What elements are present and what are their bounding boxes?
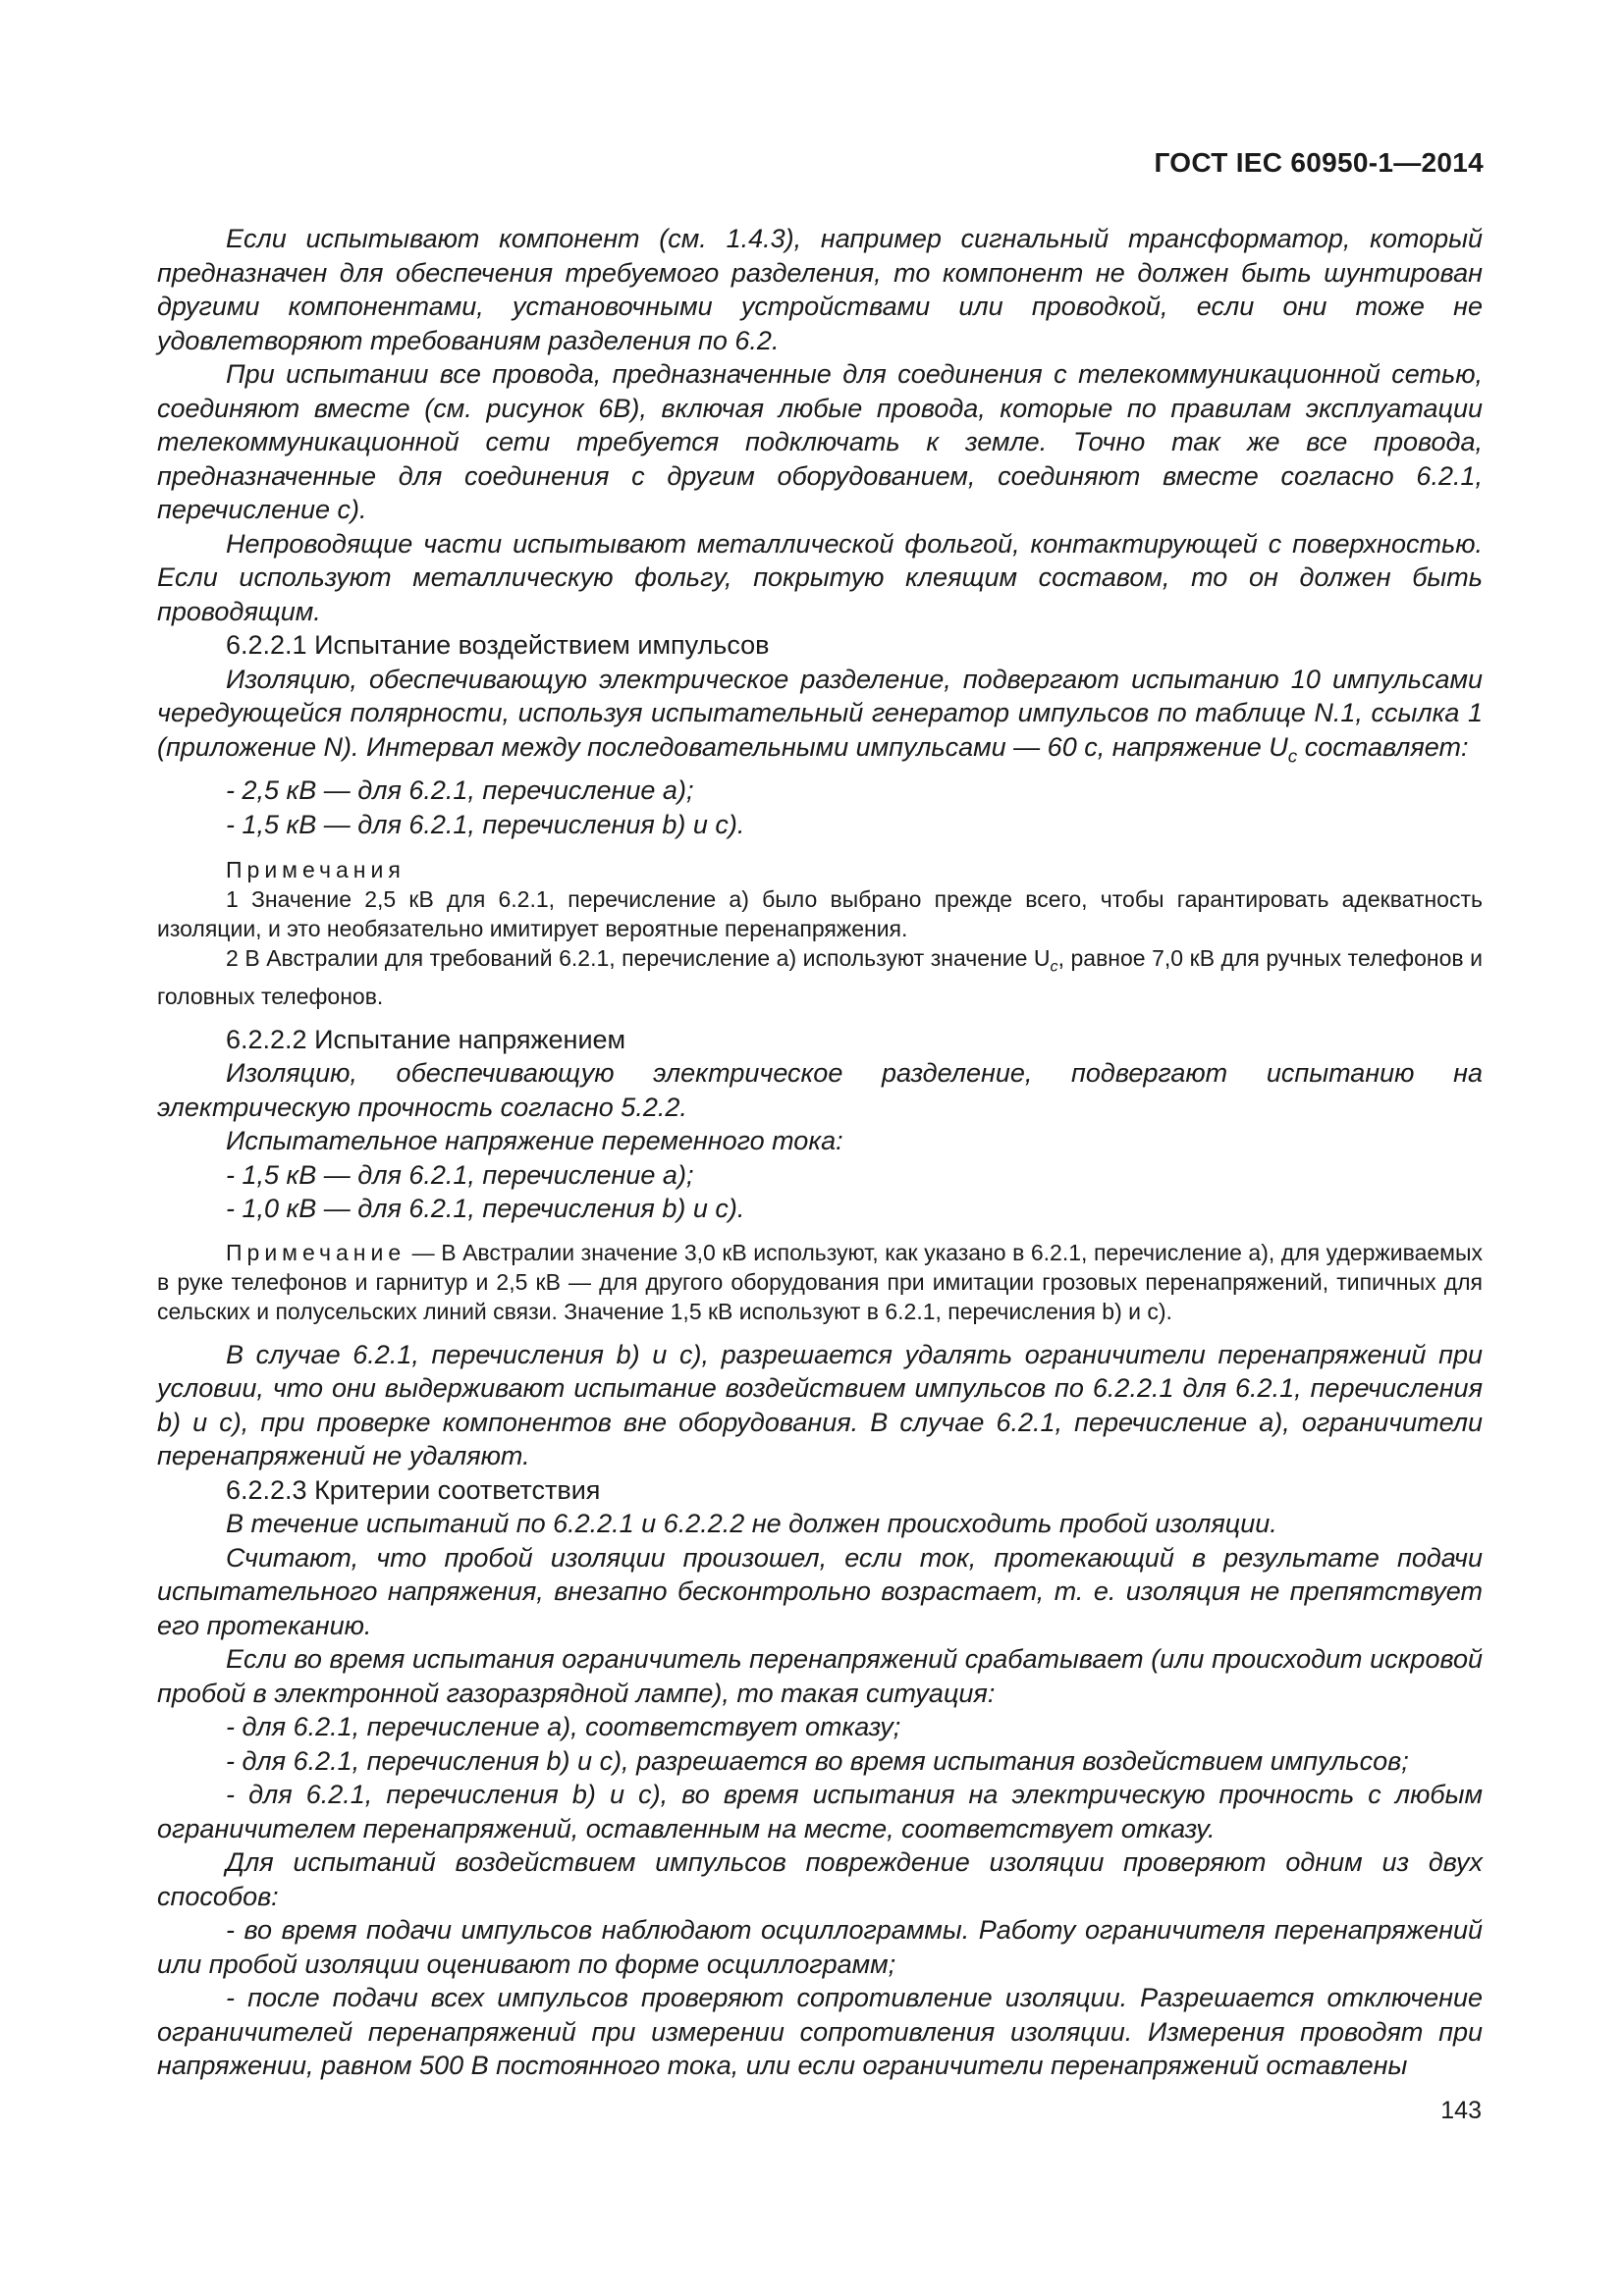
paragraph: Считают, что пробой изоляции произошел, если ток, протекающий в результате подачи испытательного напряжения, внезапно бесконтрольно возрастает, т. е. изоляция не препятствует его протеканию. (157, 1542, 1483, 1640)
note (157, 943, 1483, 1011)
section-heading: 6.2.2.1 Испытание воздействием импульсов (226, 630, 770, 660)
note (157, 1238, 1483, 1326)
paragraph: В течение испытаний по 6.2.2.1 и 6.2.2.2 не должен происходить пробой изоляции. (226, 1509, 1277, 1539)
paragraph: Для испытаний воздействием импульсов повреждение изоляции проверяют одним из двух способов: (157, 1847, 1483, 1911)
paragraph: Изоляцию, обеспечивающую электрическое разделение, подвергают испытанию на электрическую прочность согласно 5.2.2. (157, 1058, 1483, 1122)
list-item: - для 6.2.1, перечисления b) и с), во время испытания на электрическую прочность с любым ограничителем перенапряжений, оставленным на месте, соответствует отказу. (157, 1780, 1483, 1843)
list-item: - 1,5 кВ — для 6.2.1, перечисление а); (226, 1159, 694, 1190)
document-header: ГОСТ IEC 60950-1—2014 (1154, 147, 1484, 178)
list-item: - 1,0 кВ — для 6.2.1, перечисления b) и с). (226, 1194, 745, 1224)
note-text: 2 В Австралии для требований 6.2.1, перечисление а) используют значение U (226, 945, 1051, 972)
list-item: - для 6.2.1, перечисления b) и с), разрешается во время испытания воздействием импульсов; (226, 1745, 1409, 1776)
paragraph: Если испытывают компонент (см. 1.4.3), например сигнальный трансформатор, который предназначен для обеспечения требуемого разделения, то компонент не должен быть шунтирован другими компонентами, установочными устройствами или проводкой, если они тоже не удовлетворяют требованиям разделения по 6.2. (157, 224, 1483, 355)
subscript: c (1050, 957, 1058, 976)
section-heading: 6.2.2.2 Испытание напряжением (226, 1024, 626, 1054)
page-number: 143 (1440, 2097, 1482, 2124)
note-title: Примечания (226, 857, 406, 883)
paragraph-text: Изоляцию, обеспечивающую электрическое разделение, подвергают испытанию 10 импульсами чередующейся полярности, используя испытательный генератор импульсов по таблице N.1, ссылка 1 (приложение N). Интервал между последовательными импульсами — 60 с, напряжение U (157, 664, 1483, 762)
list-item: - во время подачи импульсов наблюдают осциллограммы. Работу ограничителя перенапряжений или пробой изоляции оценивают по форме осциллограмм; (157, 1915, 1483, 1979)
paragraph: Непроводящие части испытывают металлической фольгой, контактирующей с поверхностью. Если используют металлическую фольгу, покрытую клеящим составом, то он должен быть проводящим. (157, 528, 1483, 626)
subscript: c (1287, 745, 1298, 767)
list-item: - 2,5 кВ — для 6.2.1, перечисление а); (226, 775, 694, 806)
section-heading: 6.2.2.3 Критерии соответствия (226, 1474, 601, 1505)
note: 1 Значение 2,5 кВ для 6.2.1, перечисление а) было выбрано прежде всего, чтобы гарантировать адекватность изоляции, и это необязательно имитирует вероятные перенапряжения. (157, 886, 1483, 942)
paragraph: Если во время испытания ограничитель перенапряжений срабатывает (или происходит искровой пробой в электронной газоразрядной лампе), то такая ситуация: (157, 1644, 1483, 1708)
paragraph: В случае 6.2.1, перечисления b) и с), разрешается удалять ограничители перенапряжений при условии, что они выдерживают испытание воздействием импульсов по 6.2.2.1 для 6.2.1, перечисления b) и с), при проверке компонентов вне оборудования. В случае 6.2.1, перечисление а), ограничители перенапряжений не удаляют. (157, 1339, 1483, 1471)
list-item: - для 6.2.1, перечисление а), соответствует отказу; (226, 1712, 901, 1742)
paragraph (157, 663, 1483, 774)
paragraph-text: составляет: (1304, 731, 1469, 762)
note-text: , равное 7,0 кВ для ручных телефонов и головных телефонов. (157, 945, 1483, 1009)
note-label: Примечание (226, 1239, 406, 1265)
paragraph: Испытательное напряжение переменного тока: (226, 1126, 843, 1156)
list-item: - 1,5 кВ — для 6.2.1, перечисления b) и с). (226, 809, 745, 839)
paragraph: При испытании все провода, предназначенные для соединения с телекоммуникационной сетью, соединяют вместе (см. рисунок 6В), включая любые провода, которые по правилам эксплуатации телекоммуникационной сети требуется подключать к земле. Точно так же все провода, предназначенные для соединения с другим оборудованием, соединяют вместе согласно 6.2.1, перечисление с). (157, 359, 1483, 524)
list-item: - после подачи всех импульсов проверяют сопротивление изоляции. Разрешается отключение ограничителей перенапряжений при измерении сопротивления изоляции. Измерения проводят при напряжении, равном 500 В постоянного тока, или если ограничители перенапряжений оставлены (157, 1983, 1483, 2081)
document-body (157, 222, 1483, 2083)
note-text: — В Австралии значение 3,0 кВ используют, как указано в 6.2.1, перечисление а), для удерживаемых в руке телефонов и гарнитур и 2,5 кВ — для другого оборудования при имитации грозовых перенапряжений, типичных для сельских и полусельских линий связи. Значение 1,5 кВ используют в 6.2.1, перечисления b) и с). (157, 1239, 1483, 1324)
